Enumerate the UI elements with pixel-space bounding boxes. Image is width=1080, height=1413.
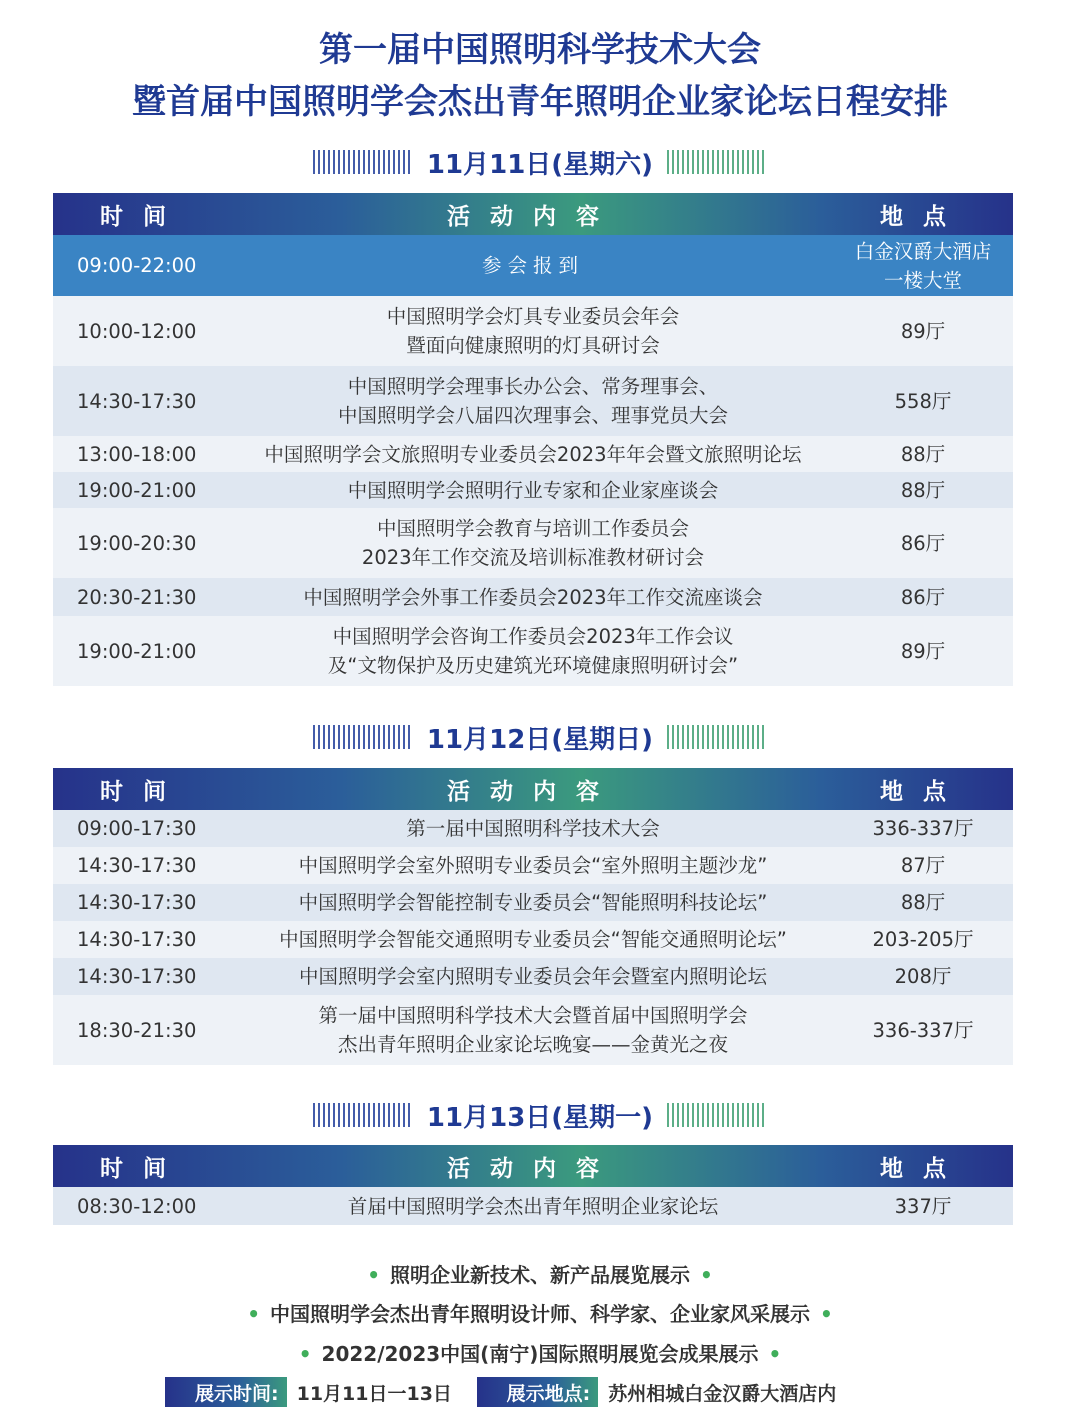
day-label: 11月12日(星期日) — [426, 724, 654, 755]
row-time: 14:30-17:30 — [77, 854, 197, 877]
exhibit-bullet-1 — [0, 1259, 1080, 1288]
table-row — [53, 472, 1013, 508]
row-place — [833, 1192, 1013, 1221]
row-time: 20:30-21:30 — [77, 585, 197, 609]
content-line: 暨面向健康照明的灯具研讨会 — [406, 334, 660, 357]
place-line: 558厅 — [894, 389, 952, 413]
content-line: 中国照明学会文旅照明专业委员会2023年年会暨文旅照明论坛 — [264, 442, 802, 466]
day-heading-1 — [0, 142, 1080, 182]
bullet-dot-icon: • — [768, 1342, 782, 1366]
content-line: 中国照明学会智能交通照明专业委员会“智能交通照明论坛” — [279, 928, 787, 951]
row-time: 19:00-21:00 — [77, 478, 197, 502]
row-content — [233, 251, 833, 280]
content-line: 中国照明学会智能控制专业委员会“智能照明科技论坛” — [298, 891, 768, 914]
row-place — [833, 583, 1013, 612]
content-line: 及“文物保护及历史建筑光环境健康照明研讨会” — [327, 654, 739, 677]
place-line: 208厅 — [894, 965, 952, 988]
place-line: 87厅 — [900, 854, 946, 877]
day-label: 11月13日(星期一) — [426, 1102, 654, 1133]
bullet-dot-icon: • — [700, 1263, 713, 1287]
place-line: 336-337厅 — [872, 1018, 974, 1042]
table-row — [53, 296, 1013, 366]
content-line: 中国照明学会室内照明专业委员会年会暨室内照明论坛 — [298, 965, 767, 988]
header-time: 时间 — [100, 778, 186, 805]
table-row — [53, 616, 1013, 686]
hatch-decoration — [667, 150, 767, 174]
place-line: 一楼大堂 — [883, 268, 962, 292]
place-line: 337厅 — [894, 1194, 952, 1218]
header-content: 活动内容 — [447, 1155, 619, 1182]
bullet-text: 照明企业新技术、新产品展览展示 — [390, 1263, 690, 1287]
row-content — [233, 1192, 833, 1221]
exhibit-time-label: 展示时间: — [165, 1377, 287, 1407]
place-line: 白金汉爵大酒店 — [854, 239, 992, 263]
content-line: 第一届中国照明科学技术大会 — [406, 817, 660, 840]
content-line: 参会报到 — [481, 254, 584, 277]
row-time: 18:30-21:30 — [77, 1018, 197, 1042]
exhibit-info — [165, 1377, 836, 1407]
content-line: 杰出青年照明企业家论坛晚宴——金黄光之夜 — [337, 1033, 728, 1056]
row-content — [233, 372, 833, 430]
row-time: 14:30-17:30 — [77, 891, 197, 914]
row-time: 09:00-17:30 — [77, 817, 197, 840]
bullet-dot-icon: • — [820, 1302, 833, 1326]
row-place — [833, 925, 1013, 954]
table-header — [53, 1145, 1013, 1187]
content-line: 中国照明学会室外照明专业委员会“室外照明主题沙龙” — [298, 854, 768, 877]
row-content — [233, 302, 833, 360]
row-content — [233, 622, 833, 680]
hatch-decoration — [313, 1103, 413, 1127]
row-place — [833, 476, 1013, 505]
header-time: 时间 — [100, 1155, 186, 1182]
content-line: 中国照明学会教育与培训工作委员会 — [376, 517, 689, 540]
place-line: 88厅 — [900, 442, 946, 466]
place-line: 88厅 — [900, 891, 946, 914]
table-row — [53, 958, 1013, 995]
header-place: 地点 — [880, 778, 966, 805]
table-row — [53, 436, 1013, 472]
bullet-dot-icon: • — [367, 1263, 380, 1287]
row-time: 08:30-12:00 — [77, 1194, 197, 1218]
hatch-decoration — [667, 1103, 767, 1127]
bullet-dot-icon: • — [298, 1342, 312, 1366]
place-line: 89厅 — [900, 639, 946, 663]
table-row — [53, 1187, 1013, 1225]
hatch-decoration — [313, 150, 413, 174]
table-row — [53, 578, 1013, 616]
row-place — [833, 888, 1013, 917]
row-time: 19:00-21:00 — [77, 639, 197, 663]
row-place — [833, 237, 1013, 295]
exhibit-time-value: 11月11日一13日 — [296, 1382, 452, 1405]
table-row — [53, 235, 1013, 296]
table-header — [53, 768, 1013, 810]
row-place — [833, 1016, 1013, 1045]
content-line: 中国照明学会八届四次理事会、理事党员大会 — [337, 404, 728, 427]
schedule-table-day1 — [53, 193, 1013, 686]
bullet-dot-icon: • — [247, 1302, 260, 1326]
page-title-line1: 第一届中国照明科学技术大会 — [319, 30, 761, 70]
row-content — [233, 925, 833, 954]
day-heading-2 — [0, 717, 1080, 757]
row-time: 09:00-22:00 — [77, 254, 197, 277]
exhibit-place-label: 展示地点: — [477, 1377, 599, 1407]
header-content: 活动内容 — [447, 778, 619, 805]
place-line: 86厅 — [900, 531, 946, 555]
row-place — [833, 814, 1013, 843]
content-line: 首届中国照明学会杰出青年照明企业家论坛 — [347, 1194, 719, 1218]
exhibit-bullet-3 — [0, 1338, 1080, 1367]
row-place — [833, 387, 1013, 416]
header-time: 时间 — [100, 203, 186, 230]
row-content — [233, 814, 833, 843]
day-label: 11月11日(星期六) — [426, 149, 654, 180]
content-line: 中国照明学会咨询工作委员会2023年工作会议 — [332, 625, 734, 648]
row-content — [233, 476, 833, 505]
content-line: 中国照明学会理事长办公会、常务理事会、 — [347, 375, 719, 398]
schedule-table-day3 — [53, 1145, 1013, 1225]
content-line: 中国照明学会照明行业专家和企业家座谈会 — [347, 478, 719, 502]
exhibit-bullet-2 — [0, 1298, 1080, 1327]
table-row — [53, 847, 1013, 884]
row-content — [233, 583, 833, 612]
row-content — [233, 440, 833, 469]
row-content — [233, 962, 833, 991]
place-line: 88厅 — [900, 478, 946, 502]
table-row — [53, 995, 1013, 1065]
hatch-decoration — [313, 725, 413, 749]
bullet-text: 中国照明学会杰出青年照明设计师、科学家、企业家风采展示 — [270, 1302, 810, 1326]
row-place — [833, 317, 1013, 346]
row-place — [833, 440, 1013, 469]
place-line: 336-337厅 — [872, 817, 974, 840]
content-line: 2023年工作交流及培训标准教材研讨会 — [361, 546, 705, 569]
row-content — [233, 1001, 833, 1059]
row-place — [833, 529, 1013, 558]
row-time: 14:30-17:30 — [77, 928, 197, 951]
header-place: 地点 — [880, 203, 966, 230]
day-heading-3 — [0, 1095, 1080, 1135]
table-row — [53, 366, 1013, 436]
schedule-table-day2 — [53, 768, 1013, 1065]
place-line: 86厅 — [900, 585, 946, 609]
place-line: 203-205厅 — [872, 928, 974, 951]
table-row — [53, 508, 1013, 578]
table-row — [53, 810, 1013, 847]
row-time: 19:00-20:30 — [77, 531, 197, 555]
row-time: 10:00-12:00 — [77, 319, 197, 343]
page-title-line2: 暨首届中国照明学会杰出青年照明企业家论坛日程安排 — [132, 82, 948, 122]
row-place — [833, 962, 1013, 991]
content-line: 第一届中国照明科学技术大会暨首届中国照明学会 — [318, 1004, 748, 1027]
row-time: 14:30-17:30 — [77, 389, 197, 413]
table-row — [53, 884, 1013, 921]
content-line: 中国照明学会外事工作委员会2023年工作交流座谈会 — [303, 585, 763, 609]
row-content — [233, 514, 833, 572]
row-content — [233, 888, 833, 917]
row-content — [233, 851, 833, 880]
hatch-decoration — [667, 725, 767, 749]
table-row — [53, 921, 1013, 958]
header-place: 地点 — [880, 1155, 966, 1182]
header-content: 活动内容 — [447, 203, 619, 230]
table-header — [53, 193, 1013, 235]
exhibit-place-value: 苏州相城白金汉爵大酒店内 — [608, 1382, 837, 1405]
row-place — [833, 637, 1013, 666]
row-time: 13:00-18:00 — [77, 442, 197, 466]
content-line: 中国照明学会灯具专业委员会年会 — [386, 305, 680, 328]
bullet-text: 2022/2023中国(南宁)国际照明展览会成果展示 — [321, 1342, 759, 1366]
row-time: 14:30-17:30 — [77, 965, 197, 988]
place-line: 89厅 — [900, 319, 946, 343]
row-place — [833, 851, 1013, 880]
